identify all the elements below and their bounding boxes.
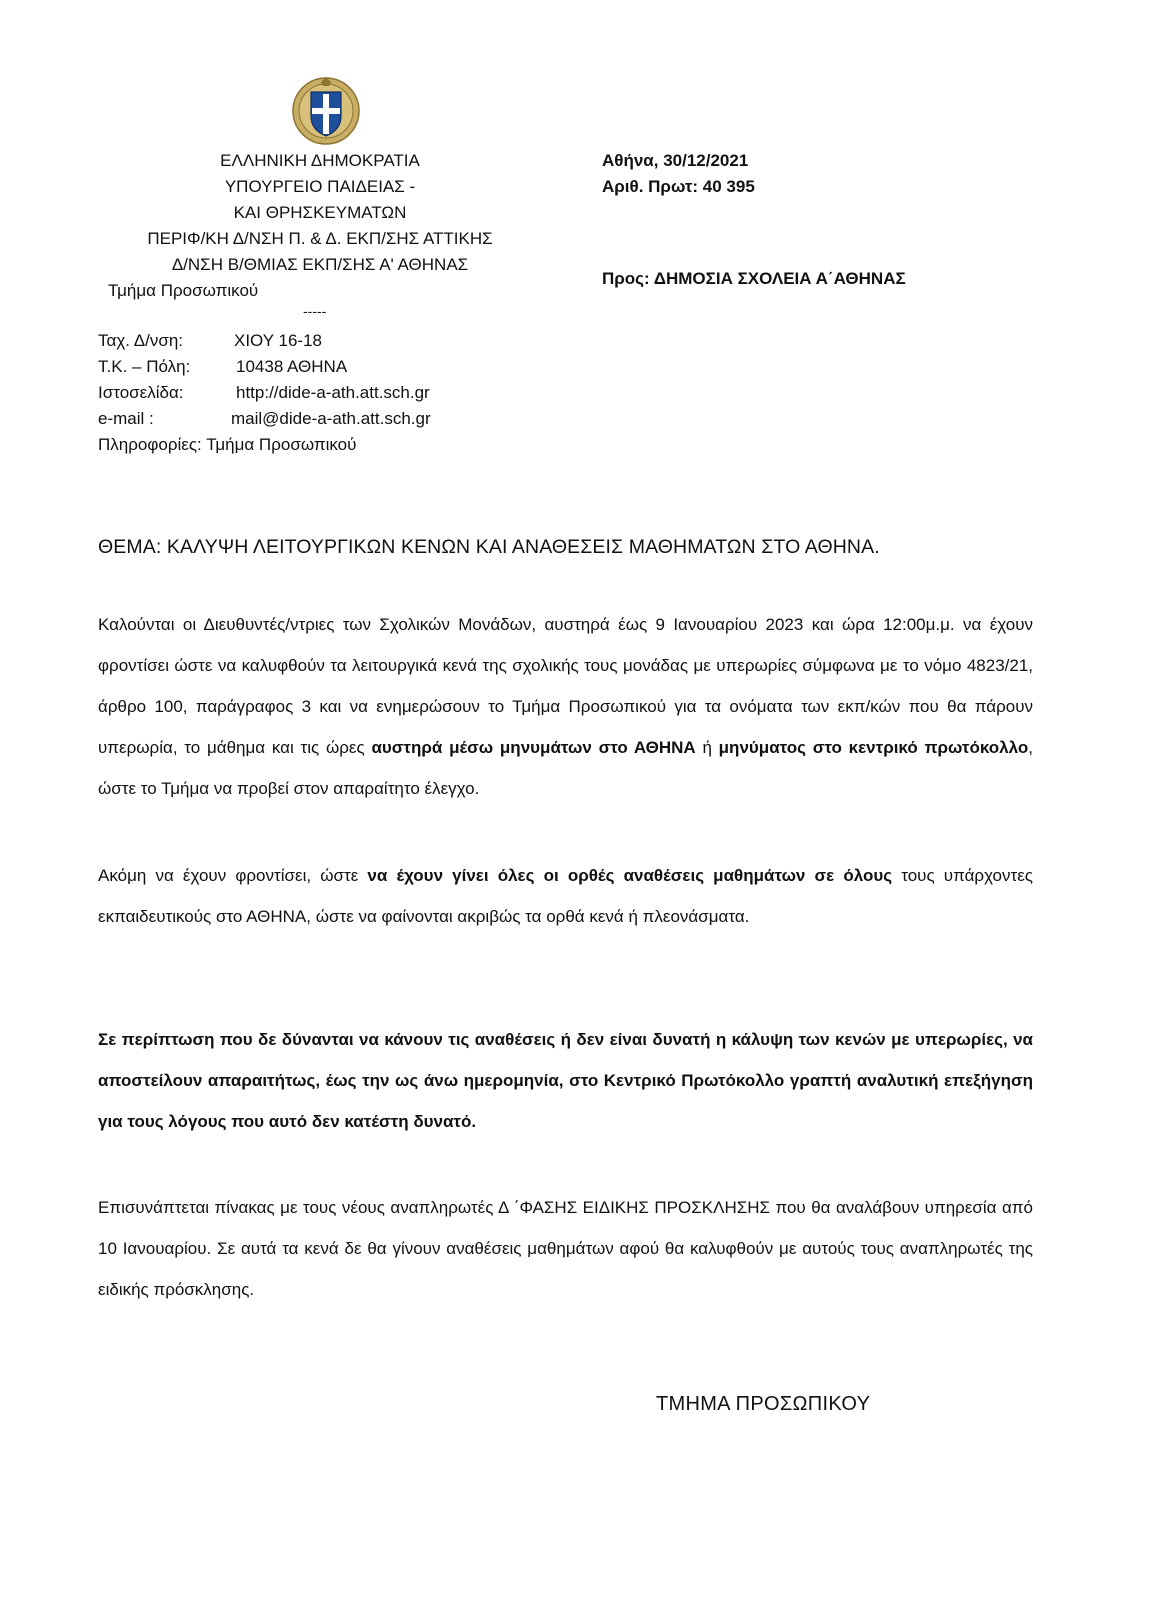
header-line-3: ΚΑΙ ΘΡΗΣΚΕΥΜΑΤΩΝ [233, 203, 407, 222]
header-line-4: ΠΕΡΙΦ/ΚΗ Δ/ΝΣΗ Π. & Δ. ΕΚΠ/ΣΗΣ ΑΤΤΙΚΗΣ [147, 229, 493, 248]
p1-bold-a: αυστηρά μέσω μηνυμάτων στο ΑΘΗΝΑ [371, 738, 696, 757]
contact-email-link[interactable]: mail@dide-a-ath.att.sch.gr [231, 409, 431, 428]
protocol-number: Αριθ. Πρωτ: 40 395 [602, 177, 755, 196]
contact-address-label: Ταχ. Δ/νση: [98, 331, 184, 350]
p2-bold: να έχουν γίνει όλες οι ορθές αναθέσεις μαθημάτων σε όλους [367, 866, 893, 885]
header-line-2: ΥΠΟΥΡΓΕΙΟ ΠΑΙΔΕΙΑΣ - [224, 177, 416, 196]
paragraph-1 [98, 604, 1033, 809]
contact-city-label: Τ.Κ. – Πόλη: [98, 357, 191, 376]
document-date: Αθήνα, 30/12/2021 [602, 151, 749, 170]
contact-email-label: e-mail : [98, 409, 154, 428]
coat-of-arms-emblem [291, 74, 361, 146]
recipient: Προς: ΔΗΜΟΣΙΑ ΣΧΟΛΕΙΑ Α΄ΑΘΗΝΑΣ [602, 269, 906, 288]
contact-info: Πληροφορίες: Τμήμα Προσωπικού [98, 435, 357, 454]
p2-text-a: Ακόμη να έχουν φροντίσει, ώστε [98, 866, 368, 885]
paragraph-2 [98, 855, 1033, 937]
signature: ΤΜΗΜΑ ΠΡΟΣΩΠΙΚΟΥ [656, 1393, 871, 1415]
p1-text-d: , ώστε το Τμήμα να προβεί στον απαραίτητο έλεγχο. [98, 738, 1033, 798]
p1-text-c: ή [695, 738, 719, 757]
separator: ----- [303, 303, 327, 319]
contact-city-value: 10438 ΑΘΗΝΑ [236, 357, 348, 376]
contact-website-link[interactable]: http://dide-a-ath.att.sch.gr [236, 383, 430, 402]
paragraph-4: Επισυνάπτεται πίνακας με τους νέους αναπληρωτές Δ ΄ΦΑΣΗΣ ΕΙΔΙΚΗΣ ΠΡΟΣΚΛΗΣΗΣ που θα αναλάβουν υπηρεσία από 10 Ιανουαρίου. Σε αυτά τα κενά δε θα γίνουν αναθέσεις μαθημάτων αφού θα καλυφθούν με αυτούς τους αναπληρωτές της ειδικής πρόσκλησης. [98, 1198, 1033, 1299]
p1-bold-b: μηνύματος στο κεντρικό πρωτόκολλο [718, 738, 1029, 757]
subject-title: ΘΕΜΑ: ΚΑΛΥΨΗ ΛΕΙΤΟΥΡΓΙΚΩΝ ΚΕΝΩΝ ΚΑΙ ΑΝΑΘΕΣΕΙΣ ΜΑΘΗΜΑΤΩΝ ΣΤΟ ΑΘΗΝΑ. [98, 536, 880, 558]
header-line-5: Δ/ΝΣΗ Β/ΘΜΙΑΣ ΕΚΠ/ΣΗΣ Α' ΑΘΗΝΑΣ [171, 255, 469, 274]
department-label: Τμήμα Προσωπικού [108, 281, 259, 300]
header-line-1: ΕΛΛΗΝΙΚΗ ΔΗΜΟΚΡΑΤΙΑ [220, 151, 420, 170]
p2-text-c: τους υπάρχοντες εκπαιδευτικούς στο ΑΘΗΝΑ, ώστε να φαίνονται ακριβώς τα ορθά κενά ή πλεονάσματα. [98, 866, 1033, 926]
p1-text-a: Καλούνται οι Διευθυντές/ντριες των Σχολικών Μονάδων, αυστηρά έως 9 Ιανουαρίου 2023 και ώρα 12:00μ.μ. να έχουν φροντίσει ώστε να καλυφθούν τα λειτουργικά κενά της σχολικής τους μονάδας με υπερωρίες σύμφωνα με το νόμο 4823/21, άρθρο 100, παράγραφος 3 και να ενημερώσουν το Τμήμα Προσωπικού για τα ονόματα των εκπ/κών που θα πάρουν υπερωρία, το μάθημα και τις ώρες [98, 615, 1033, 757]
contact-address-value: ΧΙΟΥ 16-18 [234, 331, 322, 350]
contact-website-label: Ιστοσελίδα: [98, 383, 184, 402]
paragraph-3: Σε περίπτωση που δε δύνανται να κάνουν τις αναθέσεις ή δεν είναι δυνατή η κάλυψη των κενών με υπερωρίες, να αποστείλουν απαραιτήτως, έως την ως άνω ημερομηνία, στο Κεντρικό Πρωτόκολλο γραπτή αναλυτική επεξήγηση για τους λόγους που αυτό δεν κατέστη δυνατό. [98, 1030, 1033, 1131]
